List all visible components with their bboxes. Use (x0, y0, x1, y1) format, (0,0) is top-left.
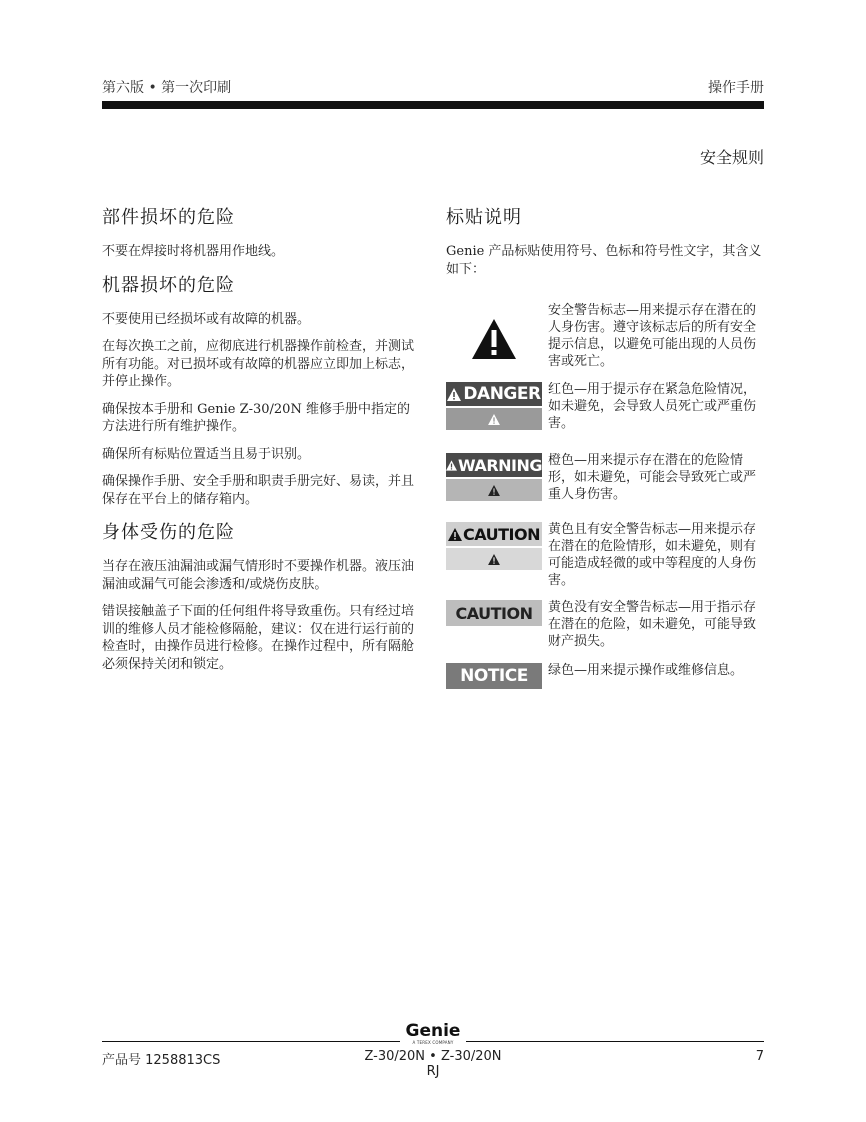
notice-label (446, 663, 542, 689)
heading-machine-damage: 机器损坏的危险 (102, 274, 235, 296)
heading-component-damage: 部件损坏的危险 (102, 207, 235, 228)
sign-text-caution: 黄色没有安全警告标志—用于指示存在潜在的危险，如未避免，可能导致财产损失。 (548, 600, 757, 649)
alert-small-icon (488, 554, 500, 565)
para-decals: 确保所有标贴位置适当且易于识别。 (102, 446, 311, 462)
caution-label (446, 600, 542, 626)
sign-text-notice: 绿色—用来提示操作或维修信息。 (548, 663, 744, 678)
footer-rule-right (466, 1041, 764, 1042)
warning-label (446, 453, 542, 501)
alert-small-icon (448, 528, 462, 541)
para-maintenance: 确保按本手册和 Genie Z-30/20N 维修手册中指定的方法进行所有维护操作。 (102, 401, 410, 434)
para-hydraulic: 当存在液压油漏油或漏气情形时不要操作机器。液压油漏油或漏气可能会渗透和/或烧伤皮肤。 (102, 559, 415, 592)
sign-text-danger: 红色—用于提示存在紧急危险情况，如未避免，会导致人员死亡或严重伤害。 (548, 382, 757, 431)
genie-logo: Genie A TEREX COMPANY (405, 1021, 461, 1045)
danger-label-text: DANGER (463, 384, 541, 404)
caution-label-text: CAUTION (455, 603, 533, 623)
footer-model: Z-30/20N • Z-30/20N RJ (364, 1049, 502, 1079)
right-column (446, 203, 764, 288)
header-edition: 第六版 • 第一次印刷 (102, 80, 232, 96)
heading-decal-legend: 标贴说明 (446, 207, 522, 228)
footer-page-number: 7 (755, 1049, 764, 1064)
left-column (102, 203, 420, 683)
para-damaged-machine: 不要使用已经损坏或有故障的机器。 (102, 311, 311, 327)
header-rule (102, 101, 764, 109)
alert-small-icon (488, 414, 500, 425)
warning-label-text: WARNING (458, 455, 542, 475)
para-pre-check: 在每次换工之前，应彻底进行机器操作前检查，并测试所有功能。对已损坏或有故障的机器应立即加上标志，并停止操作。 (102, 339, 415, 389)
alert-small-icon (488, 485, 500, 496)
para-manuals: 确保操作手册、安全手册和职责手册完好、易读，并且保存在平台上的储存箱内。 (102, 474, 415, 507)
header-manual-type: 操作手册 (708, 80, 764, 96)
para-decal-intro: Genie 产品标贴使用符号、色标和符号性文字，其含义如下： (446, 244, 762, 277)
alert-small-icon (446, 459, 457, 472)
caution-alert-label (446, 522, 542, 570)
sign-text-warning: 橙色—用来提示存在潜在的危险情形，如未避免，可能会导致死亡或严重人身伤害。 (548, 453, 757, 502)
section-title: 安全规则 (699, 148, 764, 167)
heading-bodily-injury: 身体受伤的危险 (102, 522, 235, 543)
sign-text-alert: 安全警告标志—用来提示存在潜在的人身伤害。遵守该标志后的所有安全提示信息，以避免可能出现的人员伤害或死亡。 (548, 303, 757, 369)
footer-part-number: 产品号 1258813CS (102, 1053, 221, 1068)
notice-label-text: NOTICE (460, 666, 528, 686)
caution-alert-label-text: CAUTION (463, 524, 540, 544)
para-welding: 不要在焊接时将机器用作地线。 (102, 244, 285, 259)
sign-text-caution-alert: 黄色且有安全警告标志—用来提示存在潜在的危险情形，如未避免，则有可能造成轻微的或中等程度的人身伤害。 (548, 522, 757, 588)
footer-rule-left (102, 1041, 400, 1042)
danger-label (446, 382, 542, 430)
safety-alert-triangle-icon (446, 300, 542, 378)
alert-small-icon (447, 388, 461, 401)
para-covers: 错误接触盖子下面的任何组件将导致重伤。只有经过培训的维修人员才能检修隔舱，建议：仅在进行运行前的检查时，由操作员进行检修。在操作过程中，所有隔舱必须保持关闭和锁定。 (102, 604, 415, 672)
